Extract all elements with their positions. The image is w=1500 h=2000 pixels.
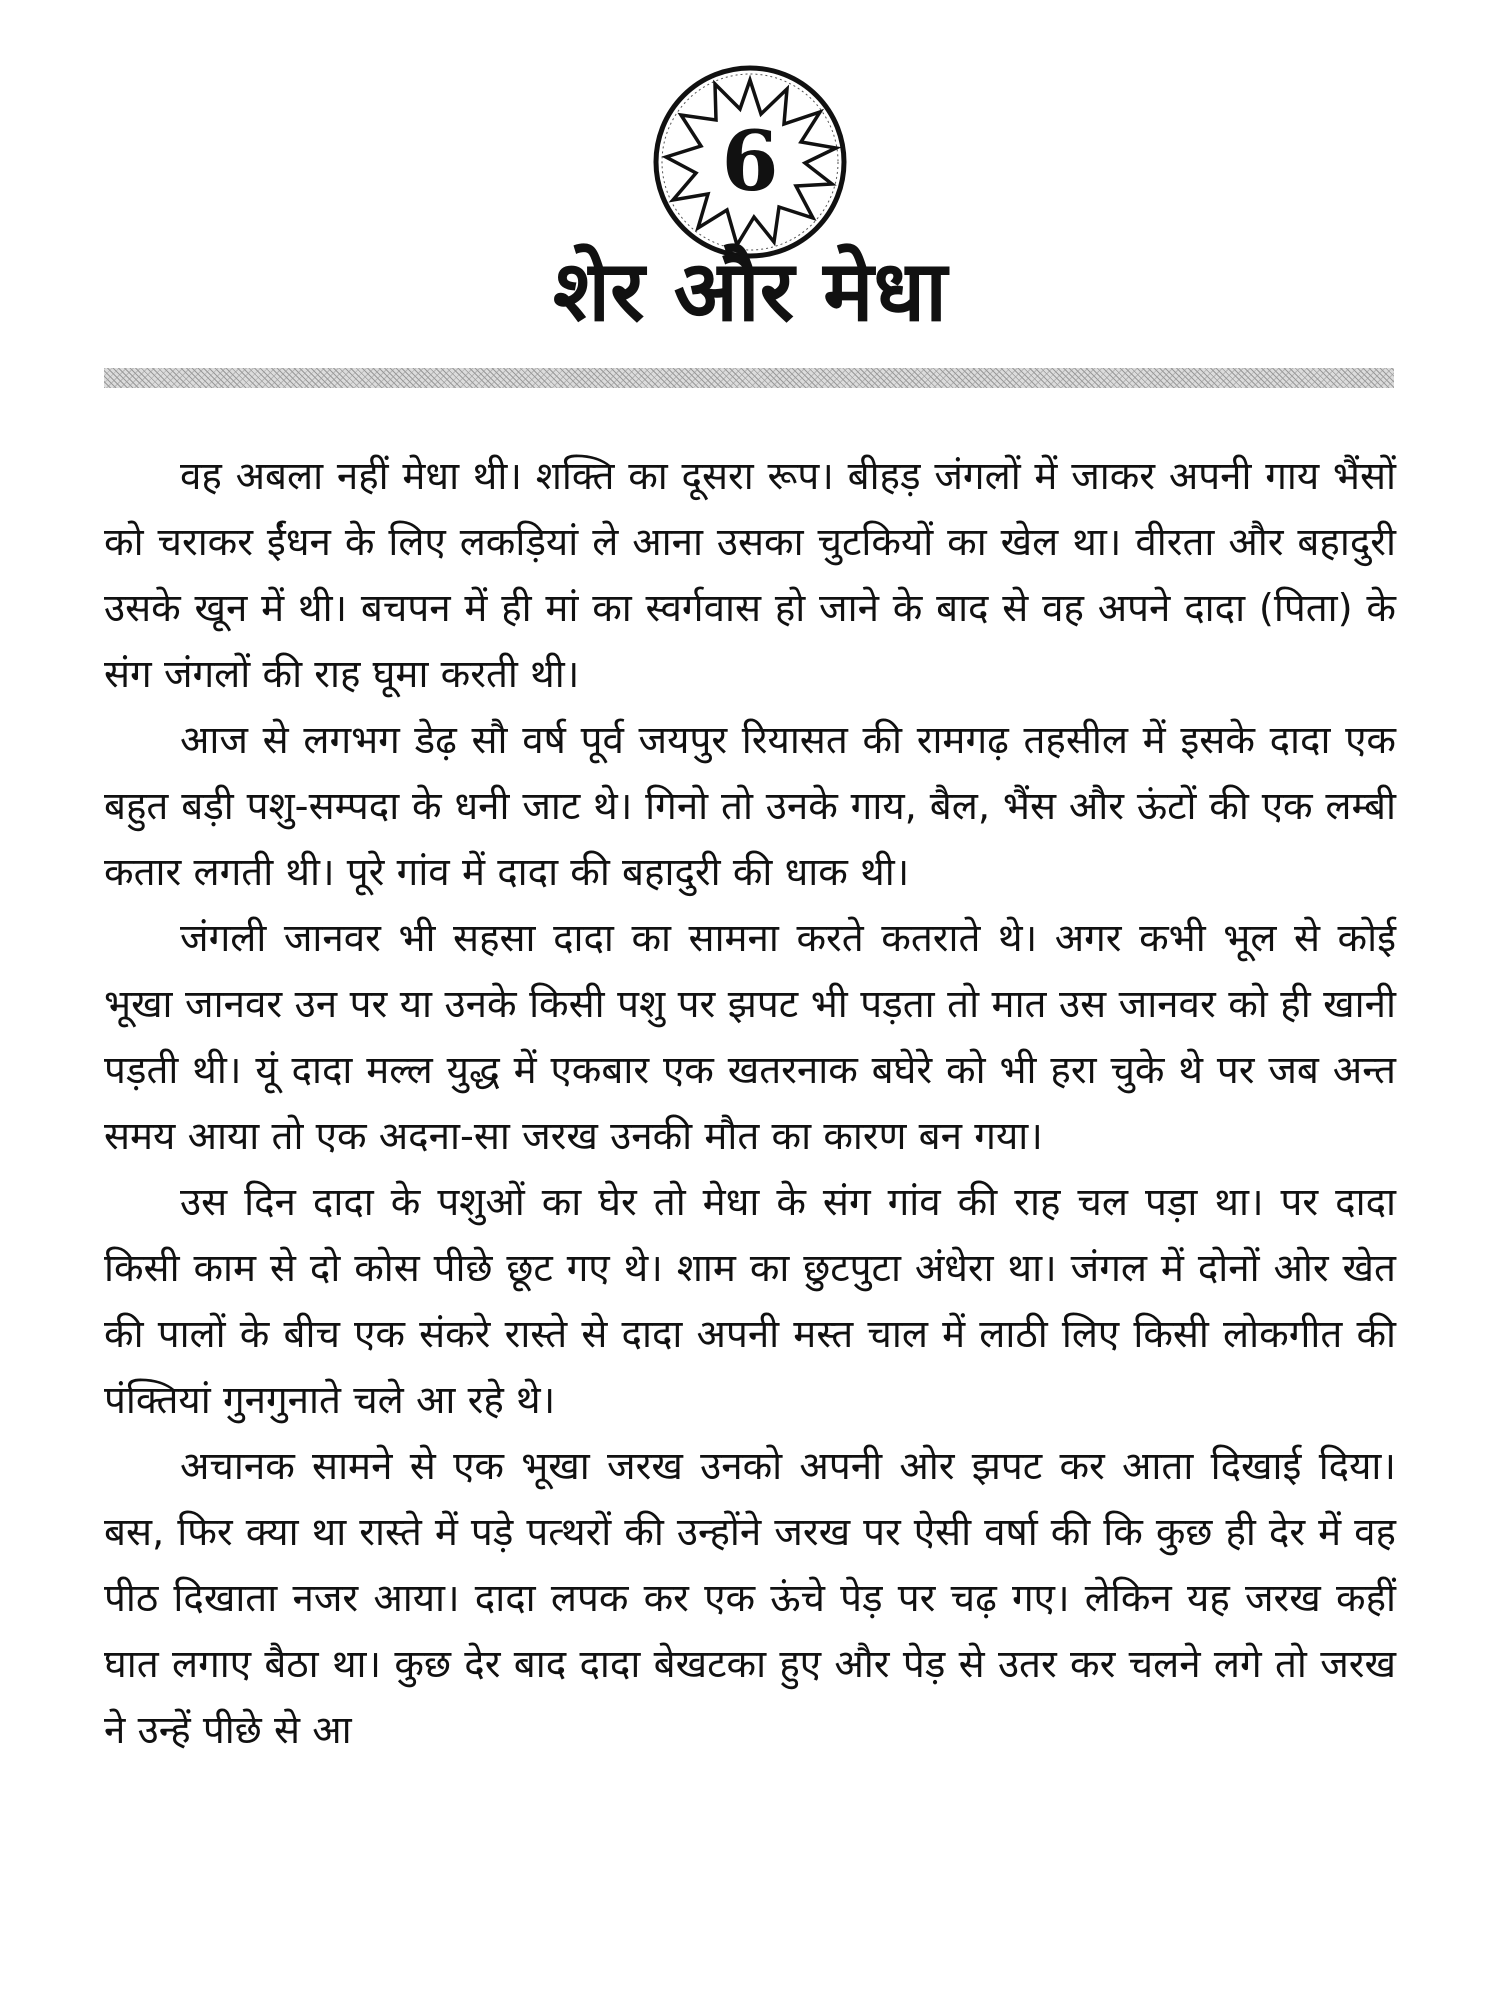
chapter-number-badge [650, 62, 850, 262]
paragraph-1: वह अबला नहीं मेधा थी। शक्ति का दूसरा रूप। बीहड़ जंगलों में जाकर अपनी गाय भैंसों को चराकर ईंधन के लिए लकड़ियां ले आना उसका चुटकियों का खेल था। वीरता और बहादुरी उसके खून में थी। बचपन में ही मां का स्वर्गवास हो जाने के बाद से वह अपने दादा (पिता) के संग जंगलों की राह घूमा करती थी। [104, 454, 1396, 697]
paragraph-3: जंगली जानवर भी सहसा दादा का सामना करते कतराते थे। अगर कभी भूल से कोई भूखा जानवर उन पर या उनके किसी पशु पर झपट भी पड़ता तो मात उस जानवर को ही खानी पड़ती थी। यूं दादा मल्ल युद्ध में एकबार एक खतरनाक बघेरे को भी हरा चुके थे पर जब अन्त समय आया तो एक अदना-सा जरख उनकी मौत का कारण बन गया। [104, 916, 1396, 1159]
chapter-title: शेर और मेधा [553, 242, 947, 340]
story-text [104, 444, 1396, 1764]
paragraph-4: उस दिन दादा के पशुओं का घेर तो मेधा के संग गांव की राह चल पड़ा था। पर दादा किसी काम से दो कोस पीछे छूट गए थे। शाम का छुटपुटा अंधेरा था। जंगल में दोनों ओर खेत की पालों के बीच एक संकरे रास्ते से दादा अपनी मस्त चाल में लाठी लिए किसी लोकगीत की पंक्तियां गुनगुनाते चले आ रहे थे। [104, 1180, 1396, 1423]
chapter-number: 6 [721, 114, 779, 210]
paragraph-5: अचानक सामने से एक भूखा जरख उनको अपनी ओर झपट कर आता दिखाई दिया। बस, फिर क्या था रास्ते में पड़े पत्थरों की उन्होंने जरख पर ऐसी वर्षा की कि कुछ ही देर में वह पीठ दिखाता नजर आया। दादा लपक कर एक ऊंचे पेड़ पर चढ़ गए। लेकिन यह जरख कहीं घात लगाए बैठा था। कुछ देर बाद दादा बेखटका हुए और पेड़ से उतर कर चलने लगे तो जरख ने उन्हें पीछे से आ [104, 1444, 1396, 1753]
title-divider [104, 368, 1394, 388]
paragraph-2: आज से लगभग डेढ़ सौ वर्ष पूर्व जयपुर रियासत की रामगढ़ तहसील में इसके दादा एक बहुत बड़ी पशु-सम्पदा के धनी जाट थे। गिनो तो उनके गाय, बैल, भैंस और ऊंटों की एक लम्बी कतार लगती थी। पूरे गांव में दादा की बहादुरी की धाक थी। [104, 718, 1396, 895]
starburst-badge-icon [650, 62, 850, 262]
